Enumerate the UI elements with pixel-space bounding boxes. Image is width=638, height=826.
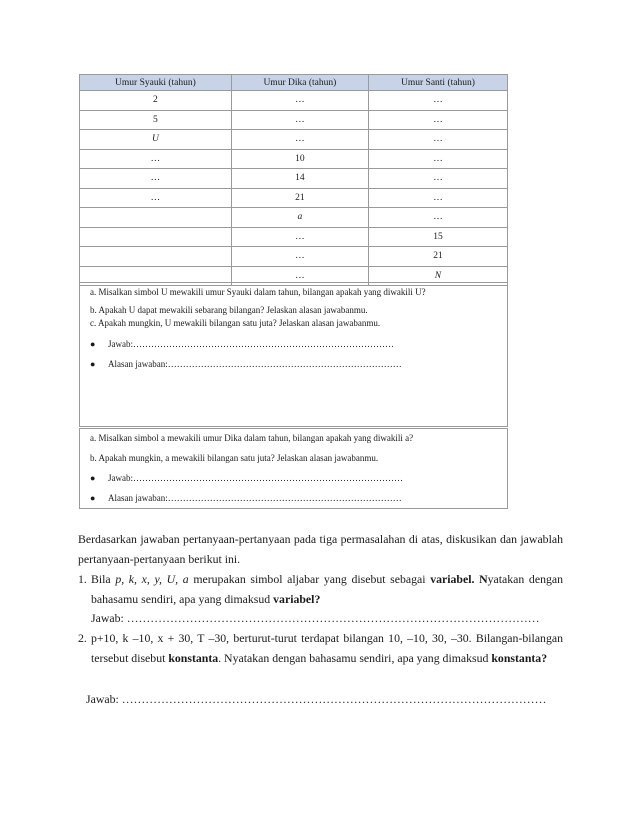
table-row xyxy=(80,169,508,189)
cell: … xyxy=(231,110,368,130)
bullet-icon: ● xyxy=(90,359,96,369)
variables: p, k, x, y, U, a xyxy=(115,572,189,586)
table-header-row xyxy=(80,75,508,91)
table-row xyxy=(80,130,508,150)
cell: … xyxy=(80,188,232,208)
header-syauki: Umur Syauki (tahun) xyxy=(80,75,232,91)
question-box-dika xyxy=(79,428,508,509)
cell: … xyxy=(368,149,507,169)
table-row xyxy=(80,208,508,228)
bold-term: variabel. N xyxy=(430,572,488,586)
header-santi: Umur Santi (tahun) xyxy=(368,75,507,91)
question-number: 1. xyxy=(78,572,87,586)
question-text xyxy=(91,629,563,668)
ages-table xyxy=(79,74,508,286)
bold-term: konstanta xyxy=(168,650,219,665)
reason-text: Alasan jawaban:…………………………………………………………………… xyxy=(108,493,402,503)
answer-line xyxy=(80,472,507,484)
cell: U xyxy=(80,130,232,150)
cell: … xyxy=(368,91,507,111)
table-row xyxy=(80,247,508,267)
cell: N xyxy=(368,266,507,286)
bold-term: variabel? xyxy=(273,591,321,606)
bullet-icon: ● xyxy=(90,493,96,503)
cell xyxy=(80,227,232,247)
question-a: a. Misalkan simbol a mewakili umur Dika dalam tahun, bilangan apakah yang diwakili a? xyxy=(90,433,414,443)
cell: 10 xyxy=(231,149,368,169)
table-row xyxy=(80,188,508,208)
cell: … xyxy=(231,91,368,111)
cell: 15 xyxy=(368,227,507,247)
question-b: b. Apakah U dapat mewakili sebarang bilangan? Jelaskan alasan jawabanmu. xyxy=(90,305,368,315)
cell: … xyxy=(231,227,368,247)
cell: … xyxy=(231,247,368,267)
cell: … xyxy=(80,169,232,189)
question-2 xyxy=(78,629,563,668)
text: Bila xyxy=(91,572,116,586)
cell: 14 xyxy=(231,169,368,189)
cell: … xyxy=(368,110,507,130)
cell: … xyxy=(231,130,368,150)
question-c: c. Apakah mungkin, U mewakili bilangan satu juta? Jelaskan alasan jawabanmu. xyxy=(90,318,381,328)
header-dika: Umur Dika (tahun) xyxy=(231,75,368,91)
question-box-syauki xyxy=(79,282,508,427)
answer-line xyxy=(80,338,507,350)
intro-paragraph: Berdasarkan jawaban pertanyaan-pertanyaan pada tiga permasalahan di atas, diskusikan dan jawablah pertanyaan-pertanyaan berikut ini. xyxy=(78,532,563,566)
answer-text: Jawab:…………………………………………………………………………… xyxy=(108,339,394,349)
question-b: b. Apakah mungkin, a mewakili bilangan satu juta? Jelaskan alasan jawabanmu. xyxy=(90,453,379,463)
text: yatakan dengan bahasamu sendiri, apa yang dimaksud xyxy=(91,572,564,606)
question-a: a. Misalkan simbol U mewakili umur Syauki dalam tahun, bilangan apakah yang diwakili U? xyxy=(90,287,426,297)
question-1 xyxy=(78,570,563,609)
reason-line xyxy=(80,492,507,504)
cell: … xyxy=(368,188,507,208)
reason-line xyxy=(80,358,507,370)
reason-text: Alasan jawaban:…………………………………………………………………… xyxy=(108,359,402,369)
table-row xyxy=(80,91,508,111)
cell: 21 xyxy=(231,188,368,208)
cell: … xyxy=(231,266,368,286)
cell: a xyxy=(231,208,368,228)
cell: 2 xyxy=(80,91,232,111)
table-row xyxy=(80,110,508,130)
table-row xyxy=(80,149,508,169)
question-number: 2. xyxy=(78,631,87,645)
answer-1: Jawab: …………………………………………………………………………………………… xyxy=(91,611,540,625)
cell: 21 xyxy=(368,247,507,267)
bold-term: konstanta? xyxy=(491,650,548,665)
cell: … xyxy=(368,169,507,189)
question-text xyxy=(91,570,563,609)
table-row xyxy=(80,227,508,247)
answer-text: Jawab:……………………………………………………………………………… xyxy=(108,473,403,483)
cell: … xyxy=(368,130,507,150)
bullet-icon: ● xyxy=(90,473,96,483)
answer-2: Jawab: ……………………………………………………………………………………………… xyxy=(86,692,547,706)
cell: … xyxy=(80,149,232,169)
bullet-icon: ● xyxy=(90,339,96,349)
cell: 5 xyxy=(80,110,232,130)
text: . Nyatakan dengan bahasamu sendiri, apa yang dimaksud xyxy=(218,650,492,665)
text: p+10, k –10, x + 30, T –30, berturut-turut terdapat bilangan 10, –10, 30, –30. Bilangan-bilangan tersebut disebut xyxy=(91,631,563,665)
cell xyxy=(80,247,232,267)
text: merupakan simbol aljabar yang disebut sebagai xyxy=(188,572,431,586)
cell xyxy=(80,208,232,228)
cell: … xyxy=(368,208,507,228)
